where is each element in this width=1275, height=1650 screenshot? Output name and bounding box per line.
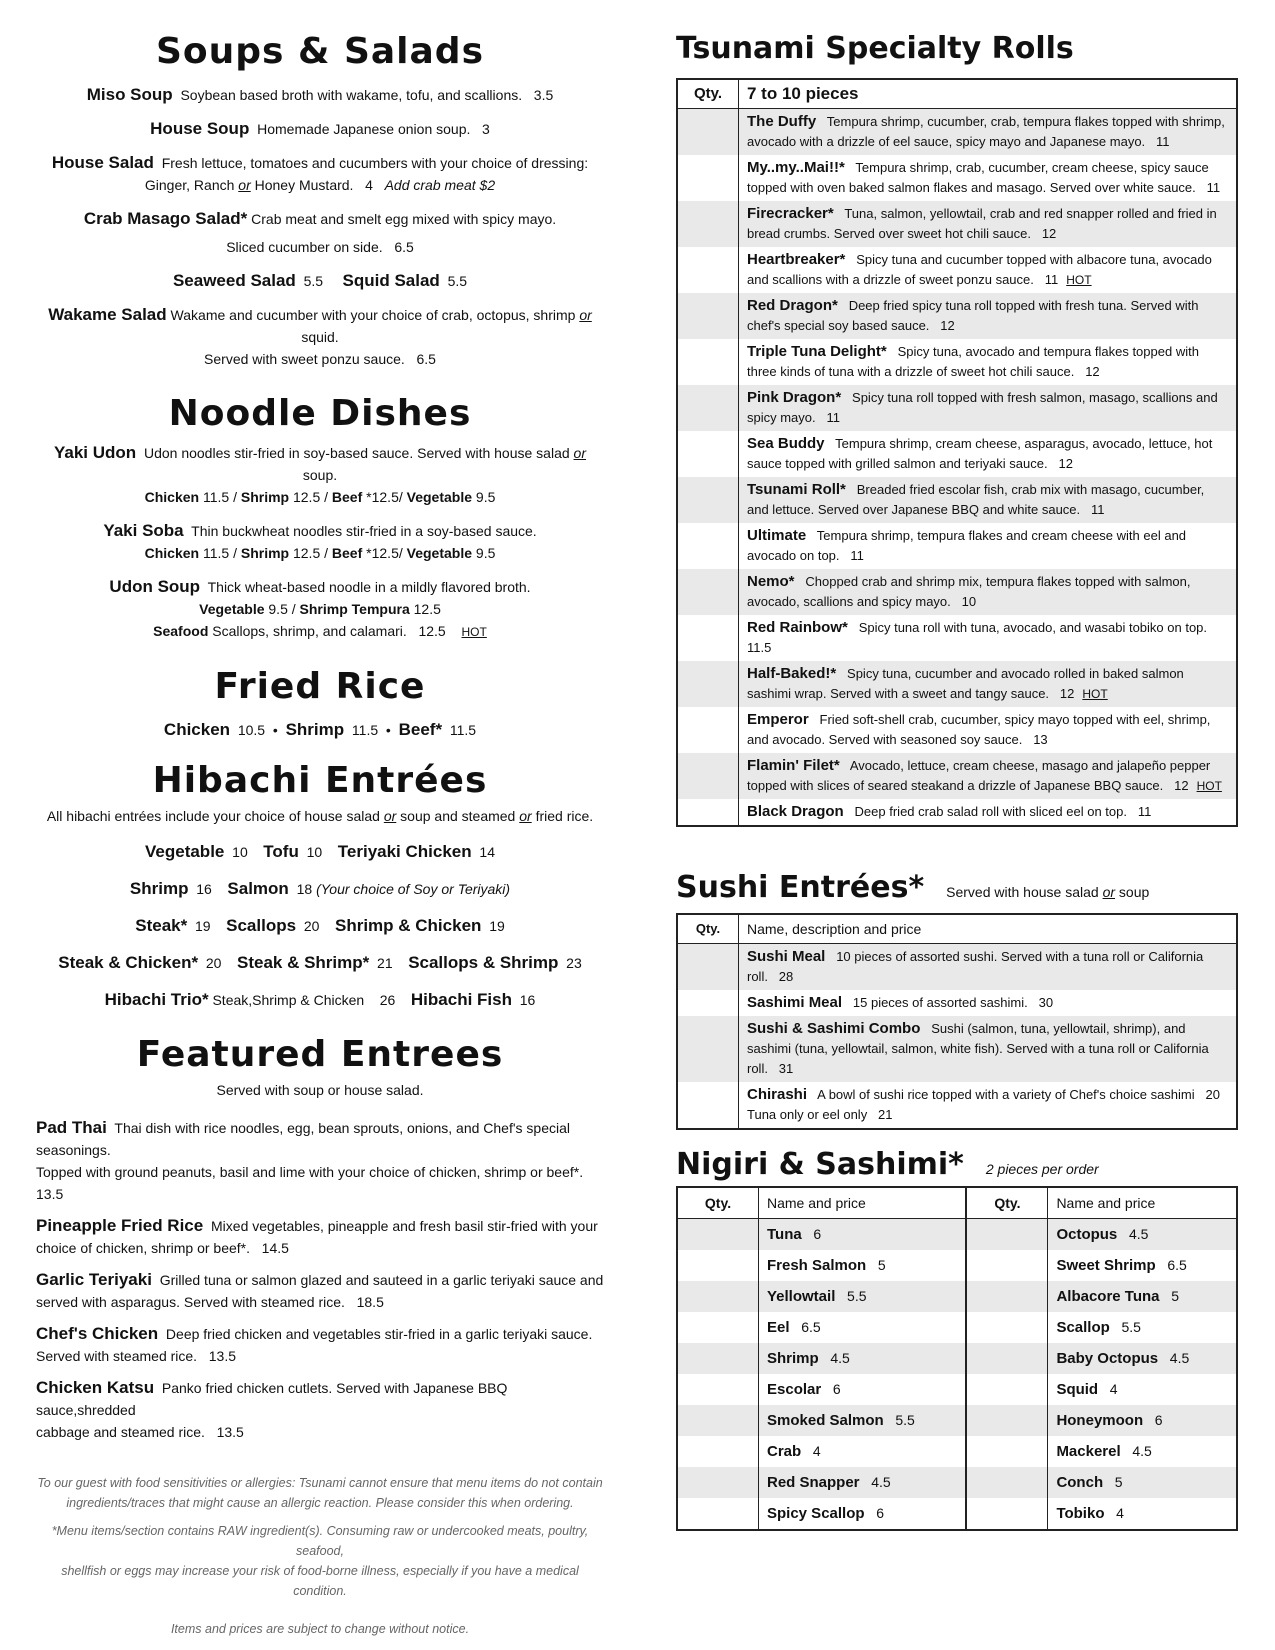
roll-row [677,293,1237,339]
qty-cell [677,1219,759,1251]
sushi-desc: 10 pieces of assorted sushi. Served with a tuna roll or California roll. [747,949,1204,984]
sushi-price: 28 [778,969,794,984]
qty-cell [677,1498,759,1530]
nigiri-cell: Albacore Tuna 5 [1048,1281,1237,1312]
roll-name: My..my..Mai!!* [747,159,845,176]
qty-cell [966,1281,1048,1312]
qty-cell [677,247,739,293]
roll-price: 12 [1041,226,1057,241]
qty-cell [966,1405,1048,1436]
roll-price: 11 [1206,180,1221,195]
nigiri-row [677,1219,1237,1251]
nigiri-row [677,1498,1237,1530]
roll-name: Black Dragon [747,803,844,820]
roll-price: 10 [961,594,977,609]
qty-cell [677,1082,739,1129]
roll-row [677,155,1237,201]
roll-desc: Tempura shrimp, crab, cucumber, cream cheese, spicy sauce topped with oven baked salmon flakes and masago. Served over white sauce. [747,160,1209,195]
sushi-row [677,990,1237,1016]
nigiri-cell: Mackerel 4.5 [1056,1443,1152,1460]
roll-row [677,523,1237,569]
roll-desc: Avocado, lettuce, cream cheese, masago and jalapeño pepper topped with slices of seared steakand a drizzle of Japanese BBQ sauce. [747,758,1211,793]
seaweed-squid-salad: Seaweed Salad 5.5 Squid Salad 5.5 [172,271,468,290]
roll-cell [739,753,1238,799]
qty-cell [677,990,739,1016]
sushi-row [677,1082,1237,1129]
nigiri-cell: Octopus 4.5 [1048,1219,1237,1251]
footer-notes: To our guest with food sensitivities or allergies: Tsunami cannot ensure that menu items do not contain ingredients/traces that might cause an allergic reaction. Please consider this when ordering. *Menu items/section contains RAW ingredient(s). Consuming raw or undercooked meats, poultry, seafood, shellfish or eggs may increase your risk of food-borne illness, especially if you have a medical condition. Items and prices are subject to change without notice. [37,1476,603,1636]
nigiri-row [677,1467,1237,1498]
noodles-title: Noodle Dishes [168,393,472,434]
roll-row [677,569,1237,615]
roll-cell [739,477,1238,523]
roll-row [677,247,1237,293]
qty-cell [677,615,739,661]
roll-cell [739,201,1238,247]
roll-cell [739,247,1238,293]
sushi-name: Chirashi [747,1086,808,1103]
nigiri-cell: Sweet Shrimp 6.5 [1056,1257,1187,1274]
sushi-name: Sushi Meal [747,948,826,965]
nigiri-cell: Eel 6.5 [759,1312,967,1343]
roll-desc: Tempura shrimp, cream cheese, asparagus, avocado, lettuce, hot sauce topped with grilled salmon and teriyaki sauce. [747,436,1213,471]
nigiri-cell: Tobiko 4 [1056,1505,1124,1522]
roll-price: 11 [850,548,864,563]
roll-price: 11 [1044,272,1059,287]
roll-price: 12 [1085,364,1100,379]
qty-cell [677,293,739,339]
roll-cell [739,431,1238,477]
qty-cell [677,799,739,826]
roll-cell [739,523,1238,569]
roll-price: 13 [1033,732,1048,747]
item-name: Miso Soup [86,85,173,104]
chicken-katsu: Chicken Katsu Panko fried chicken cutlets. Served with Japanese BBQ sauce,shredded cabbage and steamed rice. 13.5 [36,1378,508,1440]
miso-soup: Miso Soup Soybean based broth with wakame, tofu, and scallions. 3.5 [86,85,554,104]
roll-row [677,615,1237,661]
hot-badge: HOT [1082,687,1108,701]
qty-cell [677,201,739,247]
roll-row [677,707,1237,753]
roll-cell [739,569,1238,615]
house-soup: House Soup Homemade Japanese onion soup. 3 [150,119,490,138]
roll-name: Triple Tuna Delight* [747,343,887,360]
right-column [676,28,1238,1531]
roll-row [677,109,1237,156]
specialty-title: Tsunami Specialty Rolls [676,31,1074,66]
qty-cell [677,385,739,431]
roll-row [677,753,1237,799]
chefs-chicken: Chef's Chicken Deep fried chicken and vegetables stir-fried in a garlic teriyaki sauce. Served with steamed rice. 13.5 [36,1324,593,1364]
qty-cell [677,1405,759,1436]
roll-desc: Deep fried crab salad roll with sliced eel on top. [854,804,1127,819]
roll-price: 12 [1174,778,1189,793]
pad-thai: Pad Thai Thai dish with rice noodles, egg, bean sprouts, onions, and Chef's special seasonings. Topped with ground peanuts, basil and lime with your choice of chicken, shrimp or beef*. 13.5 [36,1118,584,1202]
pineapple-fried-rice: Pineapple Fried Rice Mixed vegetables, pineapple and fresh basil stir-fried with your choice of chicken, shrimp or beef*. 14.5 [36,1216,598,1256]
nigiri-cell: Crab 4 [759,1436,967,1467]
nigiri-sashimi-table: Qty. Name and price Qty. Name and price Tuna 6 Octopus 4.5 Fresh Salmon 5 Sweet Shrimp 6.5 Yellowtail 5.5 Albacore Tuna 5 Eel 6.5 Scallop 5.5 Shrimp 4.5 Baby Octopus 4.5 Escolar 6 Squid 4 Smoked Salmon 5.5 Honeymoon 6 Crab 4 Mackerel 4.5 Red Snapper 4.5 Conch 5 Spicy Scallop 6 Tobiko 4 [676,1186,1238,1531]
nigiri-row [677,1374,1237,1405]
qty-cell [966,1374,1048,1405]
nigiri-cell: Shrimp 4.5 [759,1343,967,1374]
garlic-teriyaki: Garlic Teriyaki Grilled tuna or salmon glazed and sauteed in a garlic teriyaki sauce and served with asparagus. Served with steamed rice. 18.5 [36,1270,604,1310]
roll-desc: Deep fried spicy tuna roll topped with fresh tuna. Served with chef's special soy based sauce. [747,298,1199,333]
sushi-desc: A bowl of sushi rice topped with a variety of Chef's choice sashimi [817,1087,1195,1102]
qty-cell [966,1467,1048,1498]
qty-cell [966,1312,1048,1343]
hot-badge: HOT [1066,273,1092,287]
nigiri-cell: Yellowtail 5.5 [759,1281,967,1312]
roll-price: 11 [826,410,840,425]
left-column: Soups & Salads Miso Soup Soybean based broth with wakame, tofu, and scallions. 3.5 House Soup Homemade Japanese onion soup. 3 House Salad Fresh lettuce, tomatoes and cucumbers with your choice of dressing: Ginger, Ranch or Honey Mustard. 4 Add crab meat $2 Crab Masago Salad* Crab meat and smelt egg mixed with spicy mayo. Sliced cucumber on side. 6.5 Seaweed Salad 5.5 Squid Salad 5.5 Wakame Salad Wakame and cucumber with your choice of crab, octopus, shrimp or squid. Served with sweet ponzu sauce. 6.5 Noodle Dishes Yaki Udon Udon noodles stir-fried in soy-based sauce. Served with house salad or soup. Chicken 11.5 / Shrimp 12.5 / Beef *12.5/ Vegetable 9.5 Yaki Soba Thin buckwheat noodles stir-fried in a soy-based sauce. Chicken 11.5 / Shrimp 12.5 / Beef *12.5/ Vegetable 9.5 Udon Soup Thick wheat-based noodle in a mildly flavored broth. Vegetable 9.5 / Shrimp Tempura 12.5 Seafood Scallops, shrimp, and calamari. 12.5 HOT Fried Rice Chicken 10.5 • Shrimp 11.5 • Beef* 11.5 Hibachi Entrées All hibachi entrées include your choice of house salad or soup and steamed or fried rice. Vegetable 10 Tofu 10 Teriyaki Chicken 14 Shrimp 16 Salmon 18 (Your choice of Soy or Teriyaki) Steak* 19 Scallops 20 Shrimp & Chicken 19 Steak & Chicken* 20 Steak & Shrimp* 21 Scallops & Shrimp 23 Hibachi Trio* Steak,Shrimp & Chicken 26 Hibachi Fish 16 Featured Entrees Served with soup or house salad. Pad Thai Thai dish with rice noodles, egg, bean sprouts, onions, and Chef's special seasonings. Topped with ground peanuts, basil and lime with your choice of chicken, shrimp or beef*. 13.5 Pineapple Fried Rice Mixed vegetables, pineapple and fresh basil stir-fried with your choice of chicken, shrimp or beef*. 14.5 Garlic Teriyaki Grilled tuna or salmon glazed and sauteed in a garlic teriyaki sauce and served with asparagus. Served with steamed rice. 18.5 Chef's Chicken Deep fried chicken and vegetables stir-fried in a garlic teriyaki sauce. Served with steamed rice. 13.5 Chicken Katsu Panko fried chicken cutlets. Served with Japanese BBQ sauce,shredded cabbage and steamed rice. 13.5 [36,28,604,1443]
sushi-cell [739,1016,1238,1082]
nigiri-title: Nigiri & Sashimi* [676,1147,964,1182]
roll-name: Half-Baked!* [747,665,837,682]
nigiri-heading: Nigiri & Sashimi* 2 pieces per order [676,1144,1238,1186]
roll-desc: Tuna, salmon, yellowtail, crab and red snapper rolled and fried in bread crumbs. Served over sweet hot chili sauce. [747,206,1217,241]
qty-cell [677,1467,759,1498]
nigiri-cell: Honeymoon 6 [1048,1405,1237,1436]
featured-title: Featured Entrees [136,1034,504,1075]
roll-cell [739,615,1238,661]
sushi-entrees-table: Qty. Name, description and price Sushi Meal 10 pieces of assorted sushi. Served with a tuna roll or California roll. 28 Sashimi Meal 15 pieces of assorted sashimi. 30 Sushi & Sashimi Combo Sushi (salmon, tuna, yellowtail, shrimp), and sashimi (tuna, yellowtail, salmon, white fish). Served with a tuna roll or California roll. 31 Chirashi A bowl of sushi rice topped with a variety of Chef's choice sashimi 20 Tuna only or eel only 21 [676,913,1238,1130]
qty-cell [677,1250,759,1281]
fried-rice-options: Chicken 10.5 • Shrimp 11.5 • Beef* 11.5 [163,720,477,739]
roll-cell [739,385,1238,431]
qty-cell [677,569,739,615]
roll-desc: Breaded fried escolar fish, crab mix with masago, cucumber, and lettuce. Served over Japanese BBQ and white sauce. [747,482,1205,517]
roll-row [677,799,1237,826]
sushi-cell [739,1082,1238,1129]
roll-cell [739,661,1238,707]
roll-cell [739,293,1238,339]
pieces-header: 7 to 10 pieces [739,79,1238,109]
qty-cell [966,1498,1048,1530]
roll-cell [739,707,1238,753]
roll-desc: Tempura shrimp, tempura flakes and cream cheese with eel and avocado on top. [747,528,1187,563]
qty-cell [677,1281,759,1312]
roll-name: Heartbreaker* [747,251,846,268]
roll-desc: Spicy tuna roll topped with fresh salmon, masago, scallions and spicy mayo. [747,390,1218,425]
sushi-title: Sushi Entrées* [676,870,925,905]
sushi-row [677,944,1237,991]
qty-cell [677,155,739,201]
qty-cell [677,1343,759,1374]
roll-price: 11 [1156,134,1170,149]
qty-cell [966,1436,1048,1467]
sushi-extra: Tuna only or eel only [747,1107,868,1122]
sushi-heading: Sushi Entrées* Served with house salad or soup [676,867,1238,909]
qty-cell [677,1436,759,1467]
nigiri-cell: Tuna 6 [759,1219,967,1251]
roll-name: Flamin' Filet* [747,757,840,774]
udon-soup: Udon Soup Thick wheat-based noodle in a mildly flavored broth. [109,577,531,596]
qty-cell [677,523,739,569]
qty-cell [677,1312,759,1343]
nigiri-cell: Smoked Salmon 5.5 [759,1405,967,1436]
yaki-udon: Yaki Udon Udon noodles stir-fried in soy-based sauce. Served with house salad or soup. [54,443,586,483]
roll-name: Nemo* [747,573,795,590]
nigiri-row [677,1343,1237,1374]
roll-row [677,339,1237,385]
hot-badge: HOT [461,625,487,639]
qty-cell [677,1374,759,1405]
sushi-price: 31 [778,1061,794,1076]
roll-row [677,431,1237,477]
sushi-extra-price: 21 [878,1107,893,1122]
qty-cell [966,1343,1048,1374]
roll-name: Sea Buddy [747,435,825,452]
roll-row [677,385,1237,431]
qty-cell [677,944,739,991]
roll-price: 12 [940,318,955,333]
nigiri-row [677,1312,1237,1343]
roll-name: Ultimate [747,527,807,544]
featured-note: Served with soup or house salad. [216,1082,424,1098]
roll-name: Pink Dragon* [747,389,842,406]
crab-masago-salad: Crab Masago Salad* Crab meat and smelt egg mixed with spicy mayo. [83,209,557,228]
sushi-name: Sashimi Meal [747,994,843,1011]
roll-desc: Tempura shrimp, cucumber, crab, tempura flakes topped with shrimp, avocado with a drizzle of eel sauce, spicy mayo and Japanese mayo. [747,114,1225,149]
roll-cell [739,339,1238,385]
roll-desc: Spicy tuna, avocado and tempura flakes topped with three kinds of tuna with a drizzle of sweet hot chili sauce. [747,344,1199,379]
nigiri-cell: Squid 4 [1056,1381,1118,1398]
roll-desc: Fried soft-shell crab, cucumber, spicy mayo topped with eel, shrimp, and avocado. Served with seasoned soy sauce. [747,712,1211,747]
roll-price: 12 [1058,456,1073,471]
soups-title: Soups & Salads [156,31,484,72]
roll-cell [739,155,1238,201]
nigiri-row [677,1281,1237,1312]
roll-name: Red Dragon* [747,297,838,314]
roll-name: Firecracker* [747,205,834,222]
hibachi-title: Hibachi Entrées [152,760,488,801]
qty-cell [677,753,739,799]
nigiri-cell: Red Snapper 4.5 [759,1467,967,1498]
nigiri-cell: Escolar 6 [759,1374,967,1405]
roll-price: 11 [1091,502,1105,517]
nigiri-cell: Fresh Salmon 5 [759,1250,967,1281]
hot-badge: HOT [1196,779,1222,793]
roll-price: 11 [1137,804,1152,819]
qty-header: Qty. [677,79,739,109]
qty-cell [677,661,739,707]
sushi-desc: Sushi (salmon, tuna, yellowtail, shrimp), and sashimi (tuna, yellowtail, salmon, white fish). Served with a tuna roll or California roll. [747,1021,1209,1076]
roll-price: 11.5 [747,640,772,655]
qty-cell [677,431,739,477]
roll-desc: Spicy tuna roll with tuna, avocado, and wasabi tobiko on top. [858,620,1208,635]
sushi-price: 20 [1205,1087,1220,1102]
nigiri-cell: Conch 5 [1048,1467,1237,1498]
yaki-soba: Yaki Soba Thin buckwheat noodles stir-fried in a soy-based sauce. [103,521,537,540]
roll-row [677,477,1237,523]
qty-cell [677,109,739,156]
nigiri-cell: Scallop 5.5 [1056,1319,1141,1336]
qty-cell [677,339,739,385]
roll-desc: Spicy tuna and cucumber topped with albacore tuna, avocado and scallions with a drizzle of sweet ponzu sauce. [747,252,1212,287]
qty-cell [966,1250,1048,1281]
sushi-cell [739,990,1238,1016]
sushi-name: Sushi & Sashimi Combo [747,1020,921,1037]
nigiri-row [677,1436,1237,1467]
roll-desc: Chopped crab and shrimp mix, tempura flakes topped with salmon, avocado, scallions and spicy mayo. [747,574,1191,609]
nigiri-row [677,1250,1237,1281]
roll-name: Red Rainbow* [747,619,848,636]
roll-name: Emperor [747,711,809,728]
qty-cell [677,1016,739,1082]
fried-rice-title: Fried Rice [214,666,426,707]
wakame-salad: Wakame Salad Wakame and cucumber with your choice of crab, octopus, shrimp or squid. [48,305,592,345]
house-salad: House Salad Fresh lettuce, tomatoes and cucumbers with your choice of dressing: [51,153,589,172]
qty-cell [677,477,739,523]
sushi-desc: 15 pieces of assorted sashimi. [852,995,1028,1010]
specialty-rolls-table [676,78,1238,827]
roll-row [677,661,1237,707]
nigiri-row [677,1405,1237,1436]
qty-cell [966,1219,1048,1251]
roll-row [677,201,1237,247]
sushi-row [677,1016,1237,1082]
sushi-cell [739,944,1238,991]
nigiri-cell: Baby Octopus 4.5 [1048,1343,1237,1374]
roll-price: 12 [1059,686,1075,701]
roll-name: The Duffy [747,113,817,130]
sushi-price: 30 [1038,995,1054,1010]
roll-name: Tsunami Roll* [747,481,846,498]
qty-cell [677,707,739,753]
nigiri-cell: Spicy Scallop 6 [759,1498,967,1530]
roll-cell [739,109,1238,156]
hibachi-note: All hibachi entrées include your choice of house salad or soup and steamed or fried rice. [46,808,594,824]
roll-desc: Spicy tuna, cucumber and avocado rolled in baked salmon sashimi wrap. Served with a sweet and tangy sauce. [747,666,1184,701]
roll-cell [739,799,1238,826]
